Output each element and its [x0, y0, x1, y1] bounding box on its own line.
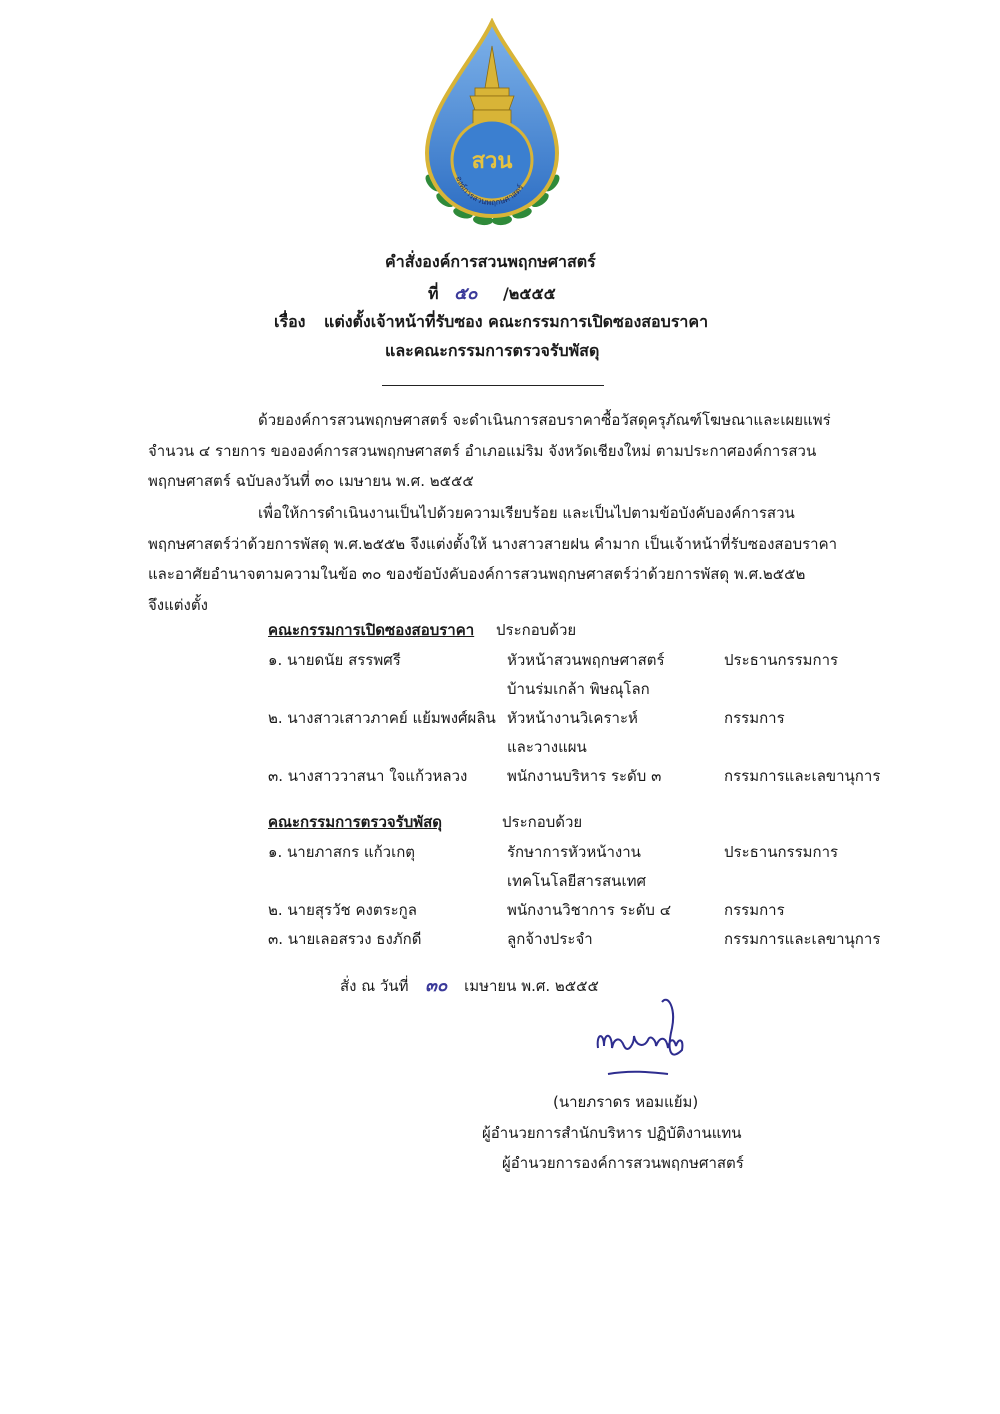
order-date: [340, 972, 599, 999]
paragraph-1-line: ด้วยองค์การสวนพฤกษศาสตร์ จะดำเนินการสอบราคาซื้อวัสดุครุภัณฑ์โฆษณาและเผยแพร่: [258, 411, 831, 429]
header-divider: [382, 385, 604, 386]
member-role: ประธานกรรมการ: [724, 651, 839, 669]
committee-1-consist: ประกอบด้วย: [496, 621, 577, 639]
member-position: ลูกจ้างประจำ: [507, 930, 593, 948]
signer-title-2: ผู้อำนวยการองค์การสวนพฤกษศาสตร์: [502, 1154, 744, 1172]
member-name: ๒. นางสาวเสาวภาคย์ แย้มพงศ์ผลิน: [268, 709, 496, 727]
member-role: ประธานกรรมการ: [724, 843, 839, 861]
order-number-suffix: /๒๕๕๕: [502, 284, 556, 303]
member-position-cont: เทคโนโลยีสารสนเทศ: [507, 872, 646, 890]
member-role: กรรมการและเลขานุการ: [724, 767, 881, 785]
committee-2-heading: คณะกรรมการตรวจรับพัสดุ: [268, 813, 443, 831]
order-number-prefix: ที่: [428, 284, 439, 303]
member-name: ๒. นายสุรวัช คงตระกูล: [268, 901, 417, 919]
order-date-suffix: เมษายน พ.ศ. ๒๕๕๕: [464, 977, 599, 995]
member-position-cont: บ้านร่มเกล้า พิษณุโลก: [507, 680, 650, 698]
organization-logo: [405, 18, 580, 238]
paragraph-2-line: และอาศัยอำนาจตามความในข้อ ๓๐ ของข้อบังคับองค์การสวนพฤกษศาสตร์ว่าด้วยการพัสดุ พ.ศ.๒๕๕๒: [148, 565, 806, 583]
paragraph-1: [148, 405, 876, 497]
committee-1-heading: คณะกรรมการเปิดซองสอบราคา: [268, 621, 475, 639]
order-number: [428, 280, 556, 307]
subject-line-1: แต่งตั้งเจ้าหน้าที่รับซอง คณะกรรมการเปิดซองสอบราคา: [324, 312, 709, 331]
member-position: รักษาการหัวหน้างาน: [507, 843, 641, 861]
member-position: พนักงานบริหาร ระดับ ๓: [507, 767, 662, 785]
document-title: คำสั่งองค์การสวนพฤกษศาสตร์: [385, 252, 596, 271]
member-name: ๓. นางสาววาสนา ใจแก้วหลวง: [268, 767, 468, 785]
order-date-prefix: สั่ง ณ วันที่: [340, 977, 409, 995]
member-name: ๑. นายดนัย สรรพศรี: [268, 651, 401, 669]
order-number-handwritten: ๕๐: [454, 284, 478, 304]
signer-name: (นายภราดร หอมแย้ม): [553, 1093, 699, 1111]
member-position-cont: และวางแผน: [507, 738, 587, 756]
member-position: หัวหน้าสวนพฤกษศาสตร์: [507, 651, 665, 669]
signature: [590, 988, 700, 1080]
subject-label: เรื่อง: [274, 312, 306, 331]
member-position: พนักงานวิชาการ ระดับ ๔: [507, 901, 672, 919]
member-position: หัวหน้างานวิเคราะห์: [507, 709, 638, 727]
member-role: กรรมการ: [724, 709, 785, 727]
paragraph-2-line: เพื่อให้การดำเนินงานเป็นไปด้วยความเรียบร้อย และเป็นไปตามข้อบังคับองค์การสวน: [258, 504, 795, 522]
order-date-handwritten-day: ๓๐: [425, 976, 448, 996]
emblem-ring-text: องค์การสวนพฤกษศาสตร์: [454, 175, 526, 208]
member-role: กรรมการ: [724, 901, 785, 919]
member-role: กรรมการและเลขานุการ: [724, 930, 881, 948]
paragraph-2-line: จึงแต่งตั้ง: [148, 595, 208, 614]
paragraph-2-line: พฤกษศาสตร์ว่าด้วยการพัสดุ พ.ศ.๒๕๕๒ จึงแต่งตั้งให้ นางสาวสายฝน คำมาก เป็นเจ้าหน้าที่รับซองสอบราคา: [148, 534, 838, 553]
paragraph-2: [148, 498, 876, 620]
signer-title-1: ผู้อำนวยการสำนักบริหาร ปฏิบัติงานแทน: [482, 1124, 742, 1142]
paragraph-1-line: จำนวน ๔ รายการ ขององค์การสวนพฤกษศาสตร์ อำเภอแม่ริม จังหวัดเชียงใหม่ ตามประกาศองค์การสวน: [148, 441, 817, 460]
subject-line-2: และคณะกรรมการตรวจรับพัสดุ: [385, 341, 600, 360]
member-name: ๓. นายเลอสรวง ธงภักดี: [268, 930, 422, 948]
member-name: ๑. นายภาสกร แก้วเกตุ: [268, 843, 416, 861]
committee-2-consist: ประกอบด้วย: [502, 813, 583, 831]
paragraph-1-line: พฤกษศาสตร์ ฉบับลงวันที่ ๓๐ เมษายน พ.ศ. ๒๕๕๕: [148, 472, 474, 490]
emblem-text: สวน: [471, 149, 513, 174]
